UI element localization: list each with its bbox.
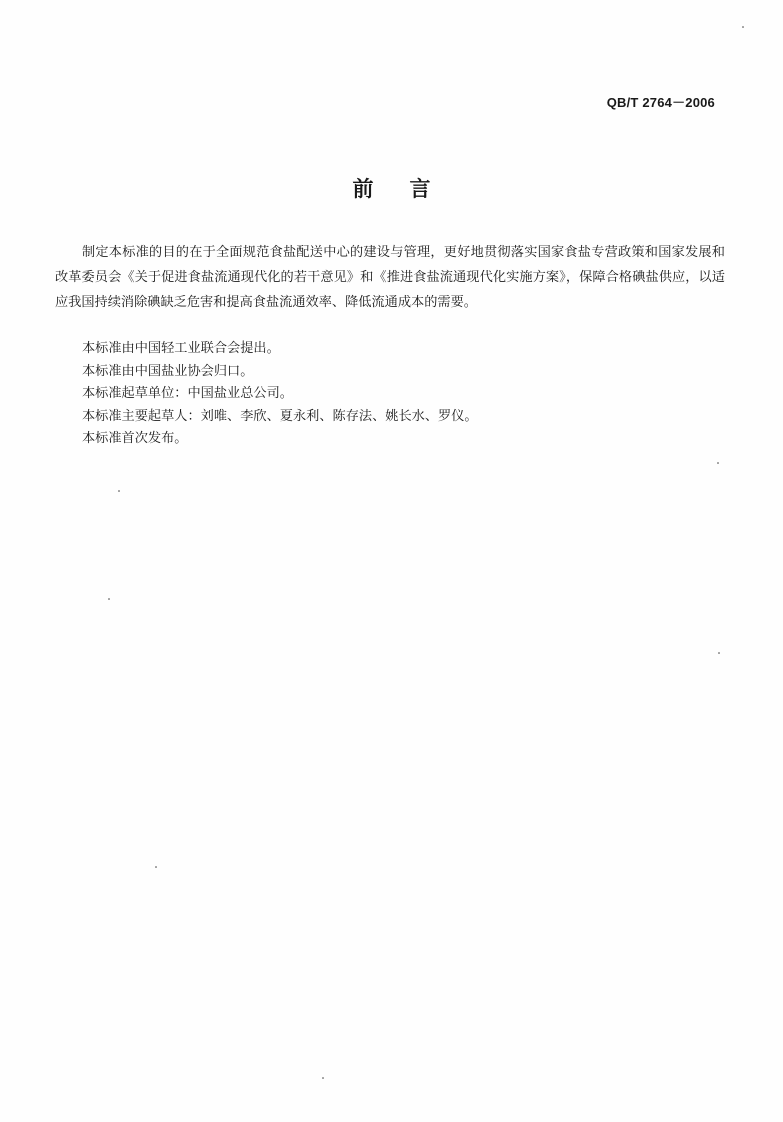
scan-speck bbox=[108, 598, 110, 600]
standard-code: QB/T 2764－2006 bbox=[606, 95, 715, 110]
statement-list bbox=[55, 338, 725, 451]
scan-speck bbox=[322, 1077, 324, 1079]
section-title: 前言 bbox=[352, 177, 467, 201]
intro-paragraph: 制定本标准的目的在于全面规范食盐配送中心的建设与管理，更好地贯彻落实国家食盐专营政策和国家发展和改革委员会《关于促进食盐流通现代化的若干意见》和《推进食盐流通现代化实施方案》，保障合格碘盐供应，以适应我国持续消除碘缺乏危害和提高食盐流通效率、降低流通成本的需要。 bbox=[55, 245, 725, 310]
scan-speck bbox=[742, 26, 744, 28]
statement-administered-by: 本标准由中国盐业协会归口。 bbox=[82, 363, 254, 379]
scan-speck bbox=[155, 866, 157, 868]
statement-first-release: 本标准首次发布。 bbox=[82, 431, 188, 446]
body-text bbox=[55, 240, 725, 451]
scan-speck bbox=[718, 652, 720, 654]
statement-proposed-by: 本标准由中国轻工业联合会提出。 bbox=[82, 341, 280, 356]
statement-drafting-unit: 本标准起草单位：中国盐业总公司。 bbox=[82, 386, 293, 401]
scan-speck bbox=[118, 490, 120, 492]
scan-speck bbox=[717, 462, 719, 464]
statement-drafters: 本标准主要起草人：刘唯、李欣、夏永利、陈存法、姚长水、罗仪。 bbox=[82, 408, 478, 424]
